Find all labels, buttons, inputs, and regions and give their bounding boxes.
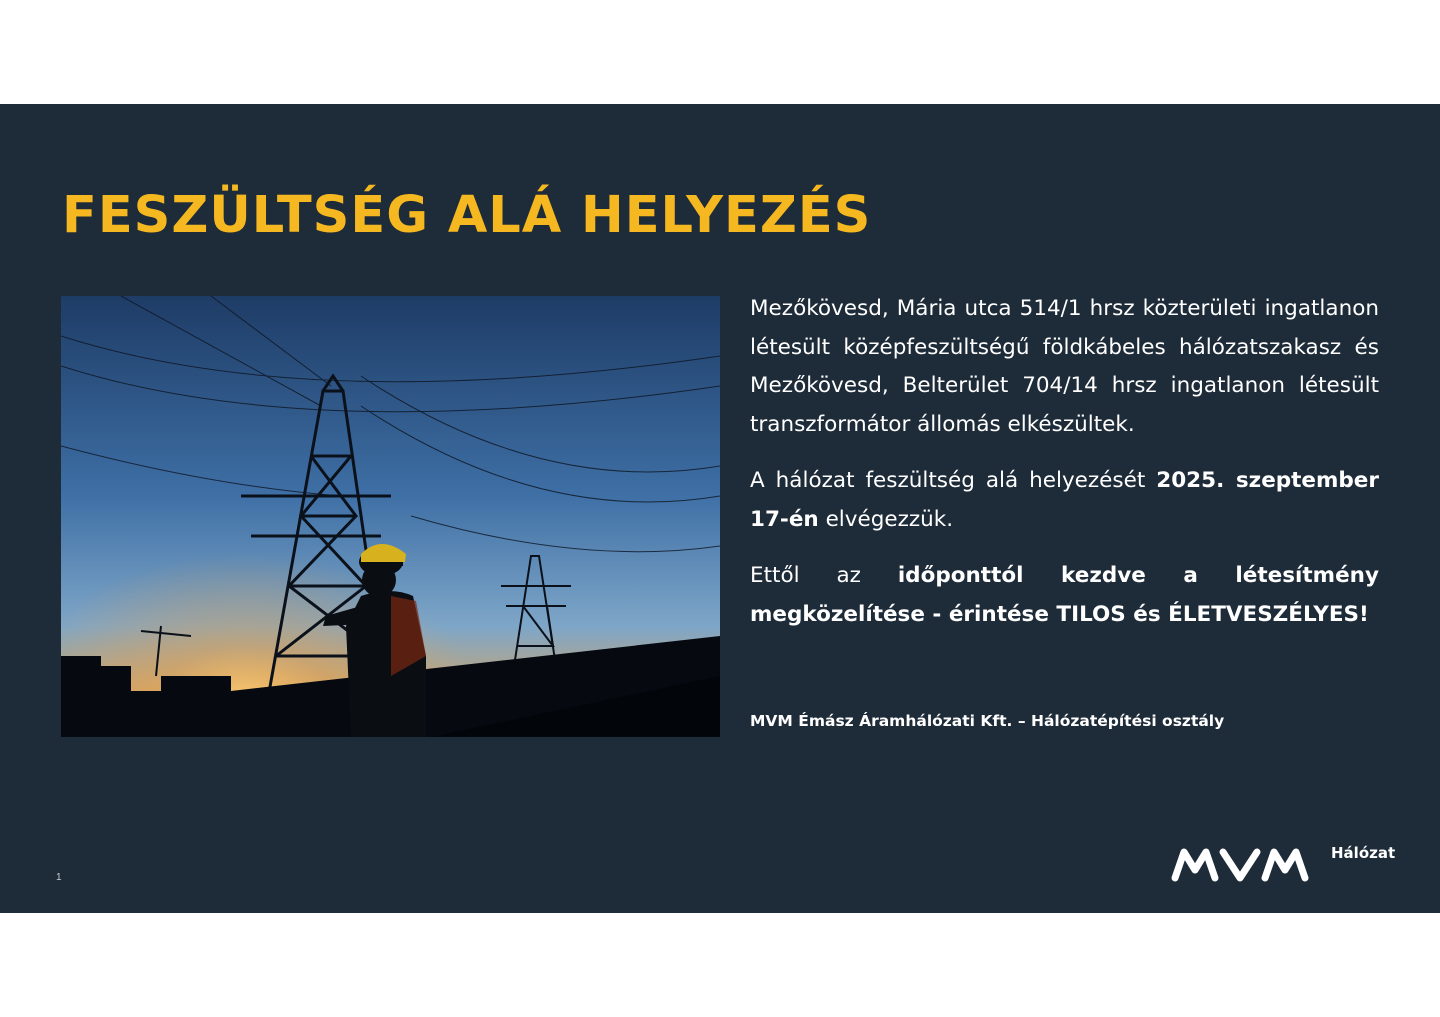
danger-warning: időponttól kezdve a létesítmény megközelítése - érintése TILOS és ÉLETVESZÉLYES! [750, 563, 1379, 627]
energization-date: 2025. szeptember 17-én [750, 468, 1379, 532]
page-number: 1 [56, 872, 62, 883]
paragraph-location: Mezőkövesd, Mária utca 514/1 hrsz közterületi ingatlanon létesült középfeszültségű földkábeles hálózatszakasz és Mezőkövesd, Belterület 704/14 hrsz ingatlanon létesült transzformátor állomás elkészültek. [750, 296, 1379, 437]
paragraph-warning: Ettől az időponttól kezdve a létesítmény megközelítése - érintése TILOS és ÉLETVESZÉLYES! [750, 563, 1379, 627]
announcement-text [750, 290, 1379, 652]
signature: MVM Émász Áramhálózati Kft. – Hálózatépítési osztály [750, 712, 1225, 730]
slide [0, 104, 1440, 913]
slide-title: FESZÜLTSÉG ALÁ HELYEZÉS [62, 186, 872, 245]
power-line-photo [61, 296, 720, 737]
paragraph-date: A hálózat feszültség alá helyezését 2025. szeptember 17-én elvégezzük. [750, 468, 1379, 532]
logo-subtitle: Hálózat [1331, 844, 1396, 862]
